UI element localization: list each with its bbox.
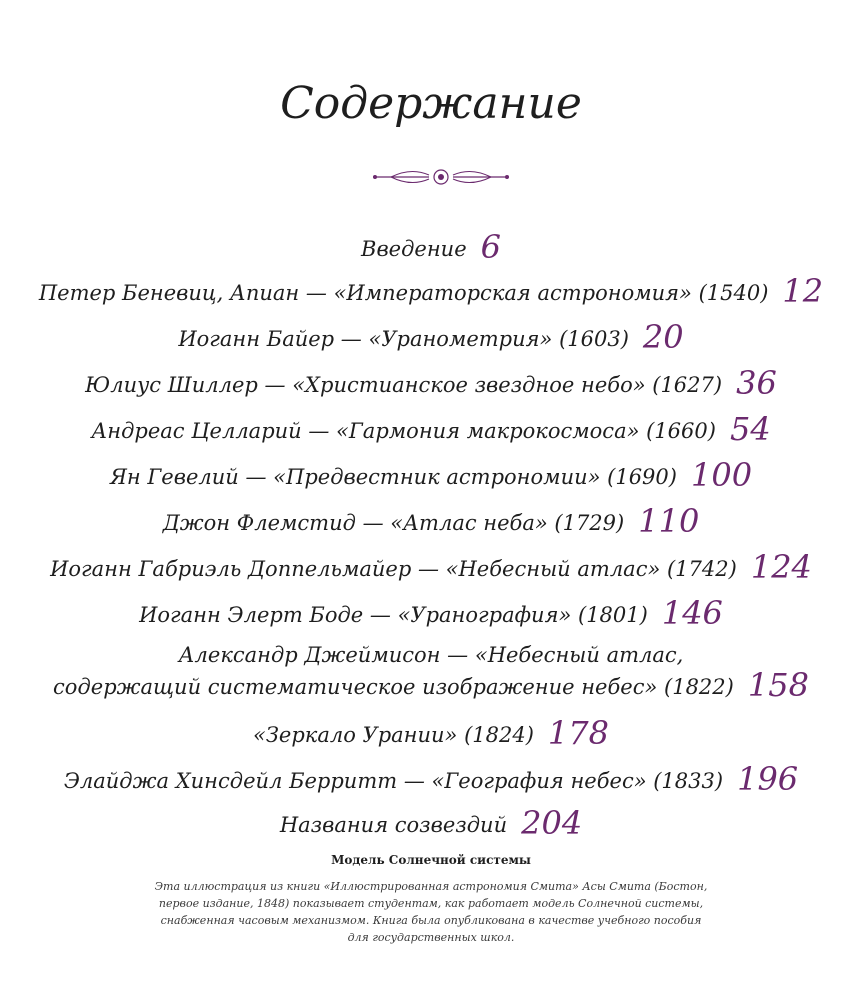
toc-entry[interactable] bbox=[0, 804, 862, 842]
toc-entry-title: «Зеркало Урании» (1824) bbox=[252, 723, 534, 747]
toc-entry-title: Элайджа Хинсдейл Берритт — «География небес» (1833) bbox=[63, 769, 724, 793]
toc-entry-page: 158 bbox=[747, 666, 809, 704]
toc-entry-title: Ян Гевелий — «Предвестник астрономии» (1690) bbox=[109, 465, 677, 489]
toc-entry[interactable] bbox=[0, 272, 862, 310]
toc-entry-title: Иоганн Габриэль Доппельмайер — «Небесный атлас» (1742) bbox=[50, 557, 737, 581]
toc-entry-title-line2: содержащий систематическое изображение небес» (1822) bbox=[53, 675, 734, 699]
toc-entry-page: 204 bbox=[521, 804, 583, 842]
toc-entry-page: 124 bbox=[750, 548, 812, 586]
toc-entry-page: 12 bbox=[782, 272, 824, 310]
toc-entry-title: Юлиус Шиллер — «Христианское звездное небо» (1627) bbox=[85, 373, 723, 397]
toc-entry[interactable] bbox=[0, 364, 862, 402]
toc-entry[interactable] bbox=[0, 594, 862, 632]
toc-entry[interactable] bbox=[0, 548, 862, 586]
ornament-divider bbox=[371, 165, 511, 189]
caption-text: Эта иллюстрация из книги «Иллюстрированная астрономия Смита» Асы Смита (Бостон, первое издание, 1848) показывает студентам, как работает модель Солнечной системы, снабженная часовым механизмом. Книга была опубликована в качестве учебного пособия для государственных школ. bbox=[154, 880, 708, 944]
toc-entry-page: 36 bbox=[736, 364, 777, 402]
toc-entry-title: Джон Флемстид — «Атлас неба» (1729) bbox=[162, 511, 625, 535]
toc-entry-page: 146 bbox=[661, 594, 723, 632]
toc-entry-page: 20 bbox=[642, 318, 684, 356]
toc-entry-page: 54 bbox=[729, 410, 771, 448]
toc-entry[interactable] bbox=[0, 456, 862, 494]
toc-entry-page: 196 bbox=[737, 760, 799, 798]
toc-entry-page: 100 bbox=[690, 456, 753, 494]
toc-entry-page: 110 bbox=[638, 502, 700, 540]
toc-entry-title: Андреас Целларий — «Гармония макрокосмоса» (1660) bbox=[91, 419, 716, 443]
toc-entry-title: Введение bbox=[361, 237, 467, 261]
toc-entry[interactable] bbox=[0, 502, 862, 540]
toc-entry[interactable] bbox=[0, 714, 862, 752]
toc-entry[interactable] bbox=[0, 760, 862, 798]
toc-entry-page: 178 bbox=[547, 714, 609, 752]
page-title: Содержание bbox=[280, 78, 582, 129]
toc-entry[interactable] bbox=[0, 410, 862, 448]
toc-entry-title-line1: Александр Джеймисон — «Небесный атлас, bbox=[178, 643, 684, 667]
toc-entry-title: Названия созвездий bbox=[279, 813, 508, 837]
toc-entry-title: Иоганн Байер — «Уранометрия» (1603) bbox=[178, 327, 629, 351]
toc-entry-multiline[interactable] bbox=[0, 640, 862, 702]
toc-entry-page: 6 bbox=[480, 228, 501, 266]
toc-entry-title: Иоганн Элерт Боде — «Уранография» (1801) bbox=[139, 603, 648, 627]
toc-entry[interactable] bbox=[0, 228, 862, 266]
toc-entry[interactable] bbox=[0, 318, 862, 356]
toc-entry-title: Петер Беневиц, Апиан — «Императорская астрономия» (1540) bbox=[38, 281, 769, 305]
caption-title: Модель Солнечной системы bbox=[331, 853, 531, 867]
